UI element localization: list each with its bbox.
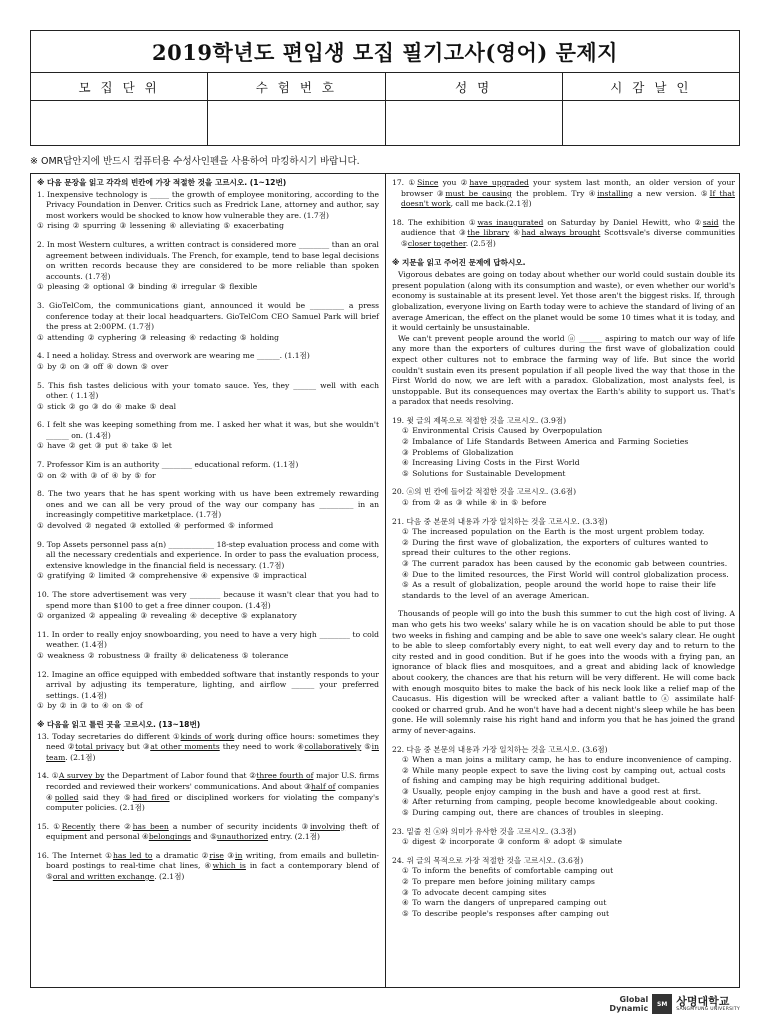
choice-3: ③ Usually, people enjoy camping in the bush and have a good rest at first.	[402, 786, 702, 796]
university-logo	[609, 994, 740, 1014]
answer-choices: ① by ② in ③ to ④ on ⑤ of	[37, 701, 143, 711]
question-15	[37, 822, 379, 843]
choice-3: ③ To advocate decent camping sites	[402, 887, 547, 897]
question-20	[392, 487, 735, 508]
slogan-line-1: Global	[619, 995, 649, 1004]
label-exam-number: 수 험 번 호	[207, 73, 384, 100]
answer-choices	[392, 755, 735, 819]
question-stem: 19. 윗 글의 제목으로 적절한 것을 고르시오. (3.9점)	[392, 415, 567, 425]
info-label-row	[31, 73, 739, 101]
question-22	[392, 745, 735, 819]
passage-paragraph: We can't prevent people around the world ⓐ ______ aspiring to match our way of life any more than the exporters of cultures during the first wave of globalization could expect other cultures not to embrace the farming way of life. But since the world couldn't sustain even its present population if all people lived the way that those in the First World do now, we are left with a paradox. Globalization, most analysts feel, is unstoppable. But its consequences may overtax the Earth's ability to support us. That's a paradox that needs resolving.	[392, 333, 735, 407]
question-stem: 17. ①Since you ②have upgraded your system last month, an older version of your browser ③must be causing the problem. Try ④installing a new version. ⑤If that doesn't work, call me back.(2.1점)	[392, 178, 735, 209]
question-2	[37, 240, 379, 293]
choice-3: ③ Problems of Globalization	[402, 447, 514, 457]
question-stem: 11. In order to really enjoy snowboarding, you need to have a very high ________ to cold weather. (1.4점)	[37, 629, 379, 650]
label-name: 성 명	[385, 73, 562, 100]
field-exam-number[interactable]	[207, 101, 384, 145]
field-proctor-seal[interactable]	[562, 101, 739, 145]
answer-choices: ① pleasing ② optional ③ binding ④ irregular ⑤ flexible	[37, 282, 258, 292]
question-14	[37, 771, 379, 813]
question-stem: 16. The Internet ①has led to a dramatic ②rise ③in writing, from emails and bulletin-board postings to real-time chat lines, ④which is in fact a contemporary blend of ⑤oral and written exchange. (2.1점)	[37, 850, 379, 882]
question-stem: 13. Today secretaries do different ①kinds of work during office hours: sometimes they need ②total privacy but ③at other moments they need to work ④collaboratively ⑤in team. (2.1점)	[37, 731, 379, 762]
label-proctor-seal: 시 감 날 인	[562, 73, 739, 100]
choice-5: ⑤ To describe people's responses after camping out	[402, 908, 610, 918]
question-1	[37, 190, 379, 232]
info-blank-row	[31, 101, 739, 145]
choice-2: ② Imbalance of Life Standards Between America and Farming Societies	[402, 437, 689, 447]
omr-notice: ※ OMR답안지에 반드시 컴퓨터용 수성사인펜을 사용하여 마킹하시기 바랍니다.	[30, 156, 360, 167]
choice-5: ⑤ Solutions for Sustainable Development	[402, 468, 566, 478]
question-12	[37, 670, 379, 712]
question-stem: 20. ⓐ의 빈 칸에 들어갈 적절한 것을 고르시오. (3.6점)	[392, 487, 577, 497]
answer-choices	[392, 866, 735, 919]
answer-choices: ① weakness ② robustness ③ frailty ④ delicateness ⑤ tolerance	[37, 650, 289, 660]
question-11	[37, 630, 379, 662]
choice-5: ⑤ As a result of globalization, people around the world hope to raise their life standards to the level of an average American.	[402, 580, 716, 600]
answer-choices: ① stick ② go ③ do ④ make ⑤ deal	[37, 401, 176, 411]
choice-4: ④ To warn the dangers of unprepared camping out	[402, 898, 607, 908]
question-16	[37, 851, 379, 883]
university-name-en: SANGMYUNG UNIVERSITY	[676, 1006, 740, 1012]
answer-choices: ① on ② with ③ of ④ by ⑤ for	[37, 470, 156, 480]
question-stem: 23. 밑줄 친 ⓐ와 의미가 유사한 것을 고르시오. (3.3점)	[392, 826, 577, 836]
choice-2: ② While many people expect to save the living cost by camping out, actual costs of fishing and camping may be high requiring additional budget.	[402, 765, 726, 786]
question-stem: 7. Professor Kim is an authority ________ educational reform. (1.1점)	[37, 460, 299, 470]
section-heading: ※ 지문을 읽고 주어진 문제에 답하시오.	[392, 257, 526, 267]
answer-choices	[392, 426, 735, 479]
answer-choices: ① have ② get ③ put ④ take ⑤ let	[37, 441, 172, 451]
question-5	[37, 381, 379, 413]
choice-1: ① The increased population on the Earth is the most urgent problem today.	[402, 527, 705, 537]
label-department: 모 집 단 위	[78, 79, 160, 95]
question-stem: 6. I felt she was keeping something from me. I asked her what it was, but she wouldn't ______ on. (1.4점)	[37, 420, 379, 440]
university-name-ko: 상명대학교	[676, 994, 730, 1008]
left-column	[31, 174, 386, 987]
answer-choices: ① from ② as ③ while ④ in ⑤ before	[402, 498, 547, 508]
right-column	[386, 174, 741, 987]
section-heading: ※ 다음 문장을 읽고 각각의 빈칸에 가장 적절한 것을 고르시오. (1~12번)	[37, 178, 287, 187]
question-23	[392, 827, 735, 848]
page-title: 2019학년도 편입생 모집 필기고사(영어) 문제지	[152, 39, 618, 65]
choice-1: ① To inform the benefits of comfortable camping out	[402, 866, 614, 876]
question-stem: 15. ①Recently there ②has been a number of security incidents ③involving theft of equipment and personal ④belongings and ⑤unauthorized entry. (2.1점)	[37, 821, 379, 842]
brand-slogan	[609, 995, 648, 1013]
answer-choices: ① by ② on ③ off ④ down ⑤ over	[37, 361, 169, 371]
question-stem: 8. The two years that he has spent working with us have been extremely rewarding ones and we can all be very proud of the way our company has _________ in an increasingly competitive marketplace. (1.7점)	[37, 489, 379, 520]
question-stem: 3. GioTelCom, the communications giant, announced it would be _________ a press conference today at their local headquarters. GioTelCom CEO Samuel Park will brief the press at 2:00PM. (1.7점)	[37, 300, 379, 332]
question-stem: 24. 위 글의 목적으로 가장 적절한 것을 고르시오. (3.6점)	[392, 855, 584, 865]
question-21	[392, 517, 735, 602]
choice-1: ① When a man joins a military camp, he has to endure inconvenience of camping.	[402, 755, 732, 765]
field-name[interactable]	[385, 101, 562, 145]
reading-passage-1	[392, 270, 735, 408]
question-stem: 22. 다음 중 본문의 내용과 가장 일치하는 것을 고르시오. (3.6점)	[392, 744, 608, 754]
reading-passage-2	[392, 609, 735, 736]
passage-paragraph: Thousands of people will go into the bush this summer to cut the high cost of living. A man who gets his two weeks' salary while he is on vacation should be able to put those two weeks in fishing and camping and be able to save one week's salary clear. He ought to be able to sleep comfortably every night, to eat well every day and to return to the city rested and in good condition. But if he goes into the woods with a frying pan, an ignorance of black flies and mosquitoes, and a great and abiding lack of knowledge about cookery, the chances are that his return will be very different. He will come back with enough mosquito bites to make the back of his neck look like a relief map of the Caucasus. His digestion will be wrecked after a valiant battle to ⓐ assimilate half-cooked or charred grub. And he won't have had a decent night's sleep while he has been gone. He will solemnly raise his right hand and inform you that he has joined the grand army of never-agains.	[392, 609, 735, 735]
question-19	[392, 416, 735, 480]
choice-4: ④ Increasing Living Costs in the First World	[402, 458, 580, 468]
question-3	[37, 301, 379, 343]
question-stem: 18. The exhibition ①was inaugurated on Saturday by Daniel Hewitt, who ②said the audience that ③the library ④had always brought Scottsvale's diverse communities ⑤closer together. (2.5점)	[392, 217, 735, 248]
answer-choices: ① digest ② incorporate ③ conform ④ adopt ⑤ simulate	[402, 837, 622, 847]
choice-2: ② During the first wave of globalization, the exporters of cultures wanted to spread their cultures to the other regions.	[402, 537, 709, 558]
answer-choices: ① attending ② cyphering ③ releasing ④ redacting ⑤ holding	[37, 332, 279, 342]
question-stem: 2. In most Western cultures, a written contract is considered more ________ than an oral agreement between individuals. The French, for example, tend to base legal decisions on written records because they are considered to be more reliable than spoken accounts. (1.7점)	[37, 239, 379, 281]
slogan-line-2: Dynamic	[609, 1004, 649, 1013]
choice-5: ⑤ During camping out, there are chances of troubles in sleeping.	[402, 808, 664, 818]
question-stem: 1. Inexpensive technology is _____ the growth of employee monitoring, according to the Privacy Foundation in Denver. Critics such as Fredrick Lane, attorney and author, say most workers would be shocked to know how vulnerable they are. (1.7점)	[37, 189, 379, 220]
passage-paragraph: Vigorous debates are going on today about whether our world could sustain double its present population (along with its consumption and waste), or even whether our world's economy is sustainable at its present level. Yet those aren't the biggest risks. If, through globalization, everyone living on Earth today were to achieve the standard of living of an average American, the effect on the planet would be some 10 times what it is today, and it would certainly be unsustainable.	[392, 270, 735, 333]
question-13	[37, 732, 379, 764]
question-stem: 14. ①A survey by the Department of Labor found that ②three fourth of major U.S. firms recorded and reviewed their workers' communications. And about ③half of companies ④polled said they ⑤had fired or disciplined workers for violating the company's computer policies. (2.1점)	[37, 771, 380, 813]
answer-choices: ① rising ② spurring ③ lessening ④ alleviating ⑤ exacerbating	[37, 221, 284, 231]
answer-choices: ① organized ② appealing ③ revealing ④ deceptive ⑤ explanatory	[37, 611, 297, 621]
question-17	[392, 178, 735, 210]
question-stem: 4. I need a holiday. Stress and overwork are wearing me ______. (1.1점)	[37, 351, 310, 361]
question-stem: 21. 다음 중 본문의 내용과 가장 일치하는 것을 고르시오. (3.3점)	[392, 516, 608, 526]
section-heading: ※ 다음을 읽고 틀린 곳을 고르시오. (13~18번)	[37, 719, 201, 729]
choice-3: ③ The current paradox has been caused by the economic gab between countries.	[402, 559, 728, 568]
university-name	[676, 996, 740, 1013]
question-stem: 9. Top Assets personnel pass a(n) ____________ 18-step evaluation process and come with all the necessary credentials and experience. In order to pass the evaluation process, extensive knowledge in the financial field is necessary. (1.7점)	[37, 539, 379, 570]
field-department[interactable]	[31, 101, 207, 145]
header-table	[30, 30, 740, 146]
answer-choices: ① gratifying ② limited ③ comprehensive ④ expensive ⑤ impractical	[37, 571, 307, 581]
question-10	[37, 590, 379, 622]
university-emblem-icon: SM	[652, 994, 672, 1014]
question-stem: 12. Imagine an office equipped with embedded software that instantly responds to your arrival by adjusting its temperature, lighting, and airflow ______ your preferred settings. (1.4점)	[37, 669, 379, 700]
choice-4: ④ Due to the limited resources, the First World will control globalization process.	[402, 569, 729, 579]
question-18	[392, 218, 735, 250]
question-7	[37, 460, 379, 481]
choice-4: ④ After returning from camping, people become knowledgeable about cooking.	[402, 797, 718, 807]
question-6	[37, 420, 379, 452]
question-9	[37, 540, 379, 582]
question-24	[392, 856, 735, 920]
question-area	[30, 173, 740, 988]
question-stem: 5. This fish tastes delicious with your tomato sauce. Yes, they ______ well with each other. ( 1.1점)	[37, 380, 379, 401]
question-stem: 10. The store advertisement was very ________ because it wasn't clear that you had to spend more than $100 to get a free dinner coupon. (1.4점)	[37, 590, 379, 610]
title-row	[31, 31, 739, 73]
question-4	[37, 351, 379, 372]
choice-1: ① Environmental Crisis Caused by Overpopulation	[402, 426, 603, 436]
choice-2: ② To prepare men before joining military camps	[402, 877, 595, 887]
question-8	[37, 489, 379, 531]
answer-choices	[392, 527, 735, 601]
answer-choices: ① devolved ② negated ③ extolled ④ performed ⑤ informed	[37, 521, 274, 531]
